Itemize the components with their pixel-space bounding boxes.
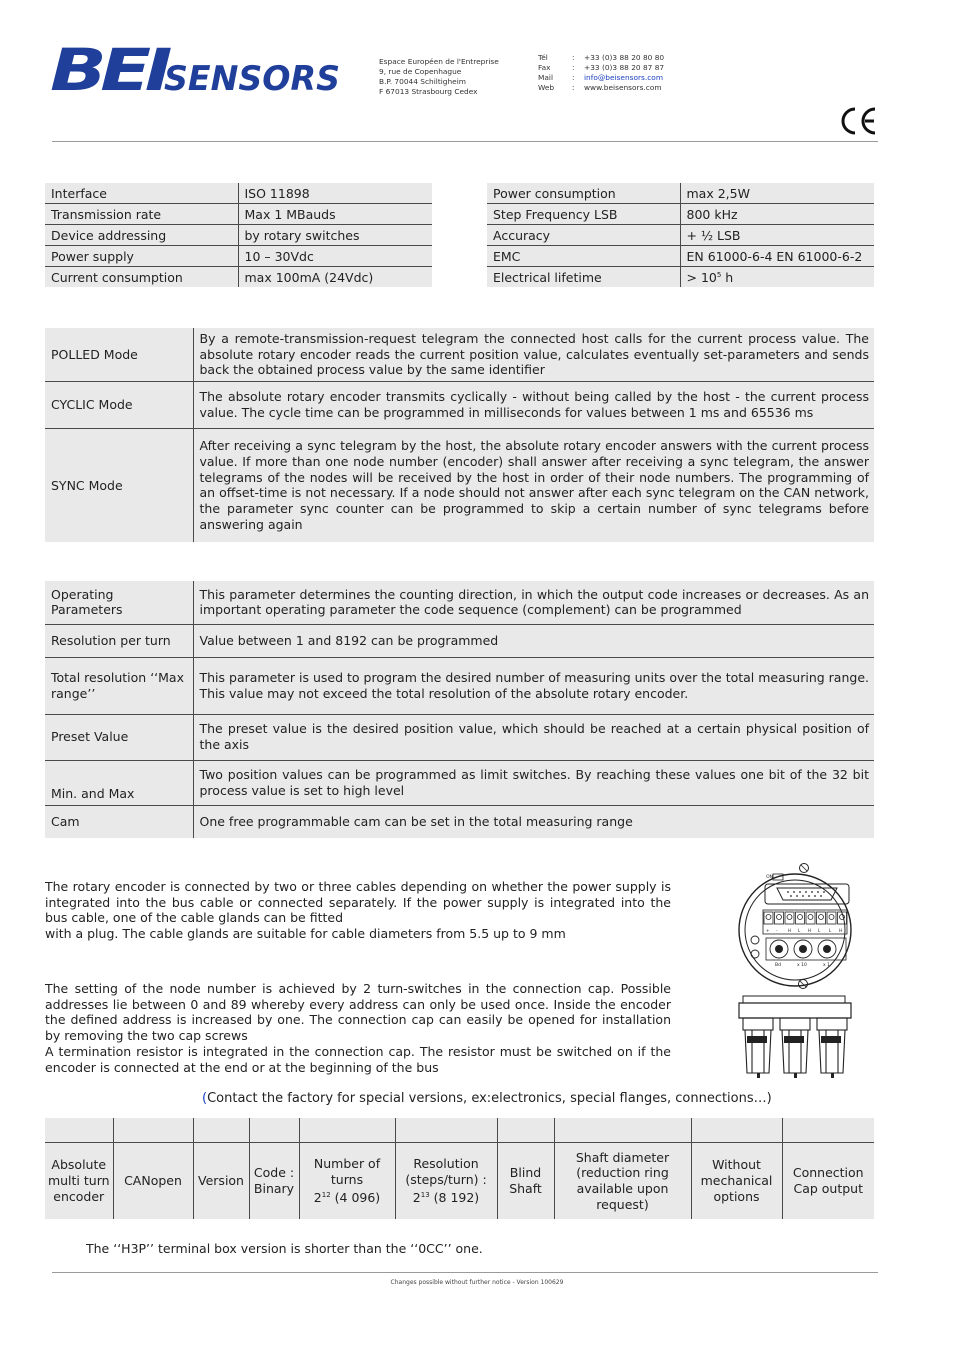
contact-value: +33 (0)3 88 20 87 87 (584, 63, 665, 72)
connection-paragraph: with a plug. The cable glands are suitable for cable diameters from 5.5 up to 9 mm (45, 926, 566, 942)
order-option-cell (395, 1143, 497, 1220)
spec-value: ISO 11898 (238, 183, 432, 204)
spec-label: Device addressing (45, 225, 238, 246)
spec-label: Step Frequency LSB (487, 204, 680, 225)
modes-description: The absolute rotary encoder transmits cyclically - without being called by the host - the current process value. The cycle time can be programmed in milliseconds for values between 1 ms and 65536 ms (193, 382, 874, 429)
spec-value (680, 267, 874, 288)
order-power-base: 2 (412, 1189, 421, 1205)
order-power-base: 2 (313, 1189, 322, 1205)
order-code-cell (691, 1118, 782, 1143)
spec-row (45, 225, 432, 246)
spec-value: Max 1 MBauds (238, 204, 432, 225)
modes-row (45, 429, 874, 542)
ce-mark-icon (838, 106, 878, 136)
switch-on-label: ON (766, 875, 773, 880)
spec-value-suffix: h (721, 269, 734, 285)
baud-switch-label: Bd (775, 963, 781, 968)
order-option-cell (782, 1143, 874, 1220)
ordering-code-table (45, 1118, 874, 1219)
svg-text:H: H (808, 928, 812, 933)
address-line: B.P. 70044 Schiltigheim (379, 77, 466, 86)
order-option-cell (45, 1143, 113, 1220)
order-code-cell (395, 1118, 497, 1143)
addressing-section (45, 981, 671, 1075)
params-label: Preset Value (45, 714, 193, 760)
modes-description: By a remote-transmission-request telegram the connected host calls for the current process value. The absolute rotary encoder reads the current position value, calculates eventually set-parameters and sends back the obtained process value by the same identifier (193, 328, 874, 382)
params-description: One free programmable cam can be set in the total measuring range (193, 805, 874, 838)
order-code-cell (193, 1118, 249, 1143)
spec-value-exponent: 5 (716, 270, 722, 279)
modes-table (45, 328, 874, 542)
order-option-label: Without mechanical options (700, 1157, 773, 1204)
modes-row (45, 382, 874, 429)
spec-label: Transmission rate (45, 204, 238, 225)
spec-row (45, 246, 432, 267)
params-description: Value between 1 and 8192 can be programmed (193, 624, 874, 657)
svg-text:H: H (839, 928, 843, 933)
order-option-label: Blind Shaft (509, 1165, 542, 1196)
spec-row (487, 204, 874, 225)
logo-bei-text: BEI (50, 40, 172, 96)
params-row (45, 657, 874, 714)
note-text: Contact the factory for special versions, ex:electronics, special flanges, connections…) (207, 1091, 772, 1106)
contact-label: Web (538, 83, 555, 92)
order-option-label: Number of turns (313, 1156, 381, 1188)
email-link[interactable]: info@beisensors.com (584, 73, 664, 82)
params-label: Total resolution ‘‘Max range’’ (45, 657, 193, 714)
contact-separator: : (572, 53, 575, 62)
contact-separator: : (572, 83, 575, 92)
order-option-cell (497, 1143, 554, 1220)
encoder-connection-cap-drawing (733, 858, 857, 1080)
order-option-cell (299, 1143, 395, 1220)
address-line: F 67013 Strasbourg Cedex (379, 87, 478, 96)
spec-row (487, 246, 874, 267)
params-row (45, 760, 874, 805)
spec-row (487, 183, 874, 204)
svg-text:L: L (829, 928, 832, 933)
modes-description: After receiving a sync telegram by the host, the absolute rotary encoder answers with the current process value. If more than one node number (encoder) shall answer after receiving a sync telegram, the answer telegrams of the nodes will be received by the host in order of their node numbers. The programming of an offset-time is not necessary. If a node should not answer after each sync telegram on the CAN network, the parameter sync counter can be programmed to skip a certain number of sync telegrams before answering again (193, 429, 874, 542)
svg-text:L: L (798, 928, 801, 933)
svg-text:H: H (788, 928, 792, 933)
parameters-table (45, 581, 874, 838)
website-link[interactable]: www.beisensors.com (584, 83, 662, 92)
contact-separator: : (572, 73, 575, 82)
contact-separator: : (572, 63, 575, 72)
note-open-paren: ( (202, 1091, 208, 1106)
order-option-label: Absolute multi turn encoder (47, 1157, 110, 1204)
footer-rule (52, 1272, 878, 1273)
contact-row (538, 83, 664, 93)
modes-label: CYCLIC Mode (45, 382, 193, 429)
contact-row (538, 53, 664, 63)
specs-right-table (487, 183, 874, 287)
order-code-cell (554, 1118, 691, 1143)
spec-row (45, 183, 432, 204)
spec-value: 800 kHz (680, 204, 874, 225)
addressing-paragraph: The setting of the node number is achieved by 2 turn-switches in the connection cap. Possible addresses lie between 0 and 89 whereby every address can only be used once. Inside the encoder the defined address is increased by one. The connection cap can easily be opened for installation by removing the two cap screws (45, 981, 671, 1044)
spec-label: Interface (45, 183, 238, 204)
order-option-cell (249, 1143, 299, 1220)
params-description: This parameter determines the counting direction, in which the output code increases or decreases. As an important operating parameter the code sequence (complement) can be programmed (193, 581, 874, 624)
order-power-value: (8 192) (429, 1189, 480, 1205)
company-address (379, 57, 499, 97)
contact-label: Fax (538, 63, 551, 72)
contact-row (538, 73, 664, 83)
params-row (45, 624, 874, 657)
order-power-exponent: 12 (321, 1190, 331, 1199)
params-description: Two position values can be programmed as limit switches. By reaching these values one bit of the 32 bit process value is set to high level (193, 760, 874, 805)
factory-contact-note (202, 1091, 772, 1106)
order-code-cell (497, 1118, 554, 1143)
spec-row (45, 204, 432, 225)
params-row (45, 581, 874, 624)
order-option-label: Shaft diameter (reduction ring available upon request) (575, 1149, 670, 1212)
order-option-cell (691, 1143, 782, 1220)
svg-text:-: - (776, 928, 778, 933)
spec-label: Power supply (45, 246, 238, 267)
modes-label: SYNC Mode (45, 429, 193, 542)
footer-version: Changes possible without further notice - Version 100629 (390, 1279, 564, 1286)
order-code-cell (45, 1118, 113, 1143)
header-rule (52, 141, 878, 142)
spec-value-prefix: > 10 (686, 269, 717, 285)
order-option-cell (113, 1143, 193, 1220)
spec-value: max 100mA (24Vdc) (238, 267, 432, 288)
order-option-label: Code : Binary (253, 1165, 295, 1196)
spec-label: Power consumption (487, 183, 680, 204)
contact-row (538, 63, 664, 73)
terminal-box-footnote: The ‘‘H3P’’ terminal box version is shorter than the ‘‘0CC’’ one. (86, 1241, 483, 1256)
units-switch-label: x 1 (823, 963, 830, 968)
modes-row (45, 328, 874, 382)
order-code-cell (299, 1118, 395, 1143)
connection-paragraph: The rotary encoder is connected by two or three cables depending on whether the power supply is integrated into the bus cable or connected separately. If the power supply is integrated into the bus cable, one of the cable glands can be fitted (45, 879, 671, 926)
params-label: Min. and Max (45, 760, 193, 805)
order-option-label: Version (198, 1173, 244, 1189)
spec-value: by rotary switches (238, 225, 432, 246)
spec-label: Accuracy (487, 225, 680, 246)
order-option-cell (554, 1143, 691, 1220)
company-contact (538, 53, 664, 93)
logo-sensors-text: SENSORS (164, 59, 340, 96)
order-option-label: CANopen (124, 1173, 182, 1189)
spec-row (45, 267, 432, 288)
contact-label: Tél (538, 53, 548, 62)
params-label: Operating Parameters (45, 581, 193, 624)
spec-value: 10 – 30Vdc (238, 246, 432, 267)
params-row (45, 805, 874, 838)
spec-label: Electrical lifetime (487, 267, 680, 288)
order-code-cell (782, 1118, 874, 1143)
order-option-label: Connection Cap output (792, 1165, 864, 1196)
connection-section (45, 879, 671, 942)
bei-sensors-logo (48, 40, 343, 96)
spec-label: Current consumption (45, 267, 238, 288)
svg-text:L: L (818, 928, 821, 933)
spec-value: + ½ LSB (680, 225, 874, 246)
contact-value: +33 (0)3 88 20 80 80 (584, 53, 665, 62)
modes-label: POLLED Mode (45, 328, 193, 382)
svg-text:+: + (766, 928, 770, 933)
order-power-exponent: 13 (420, 1190, 430, 1199)
order-option-label: Resolution (steps/turn) : (405, 1156, 487, 1188)
params-description: The preset value is the desired position value, which should be reached at a certain physical position of the axis (193, 714, 874, 760)
spec-row (487, 267, 874, 288)
order-power-value: (4 096) (330, 1189, 381, 1205)
contact-label: Mail (538, 73, 554, 82)
termination-paragraph: A termination resistor is integrated in the connection cap. The resistor must be switched on if the encoder is connected at the end or at the beginning of the bus (45, 1043, 671, 1075)
spec-row (487, 225, 874, 246)
order-code-cell (249, 1118, 299, 1143)
params-description: This parameter is used to program the desired number of measuring units over the total measuring range. This value may not exceed the total resolution of the absolute rotary encoder. (193, 657, 874, 714)
address-line: Espace Européen de l'Entreprise (379, 57, 499, 66)
params-row (45, 714, 874, 760)
spec-value: max 2,5W (680, 183, 874, 204)
spec-value: EN 61000-6-4 EN 61000-6-2 (680, 246, 874, 267)
tens-switch-label: x 10 (797, 963, 807, 968)
order-option-cell (193, 1143, 249, 1220)
params-label: Resolution per turn (45, 624, 193, 657)
order-code-cell (113, 1118, 193, 1143)
address-line: 9, rue de Copenhague (379, 67, 462, 76)
specs-left-table (45, 183, 432, 287)
spec-label: EMC (487, 246, 680, 267)
params-label: Cam (45, 805, 193, 838)
